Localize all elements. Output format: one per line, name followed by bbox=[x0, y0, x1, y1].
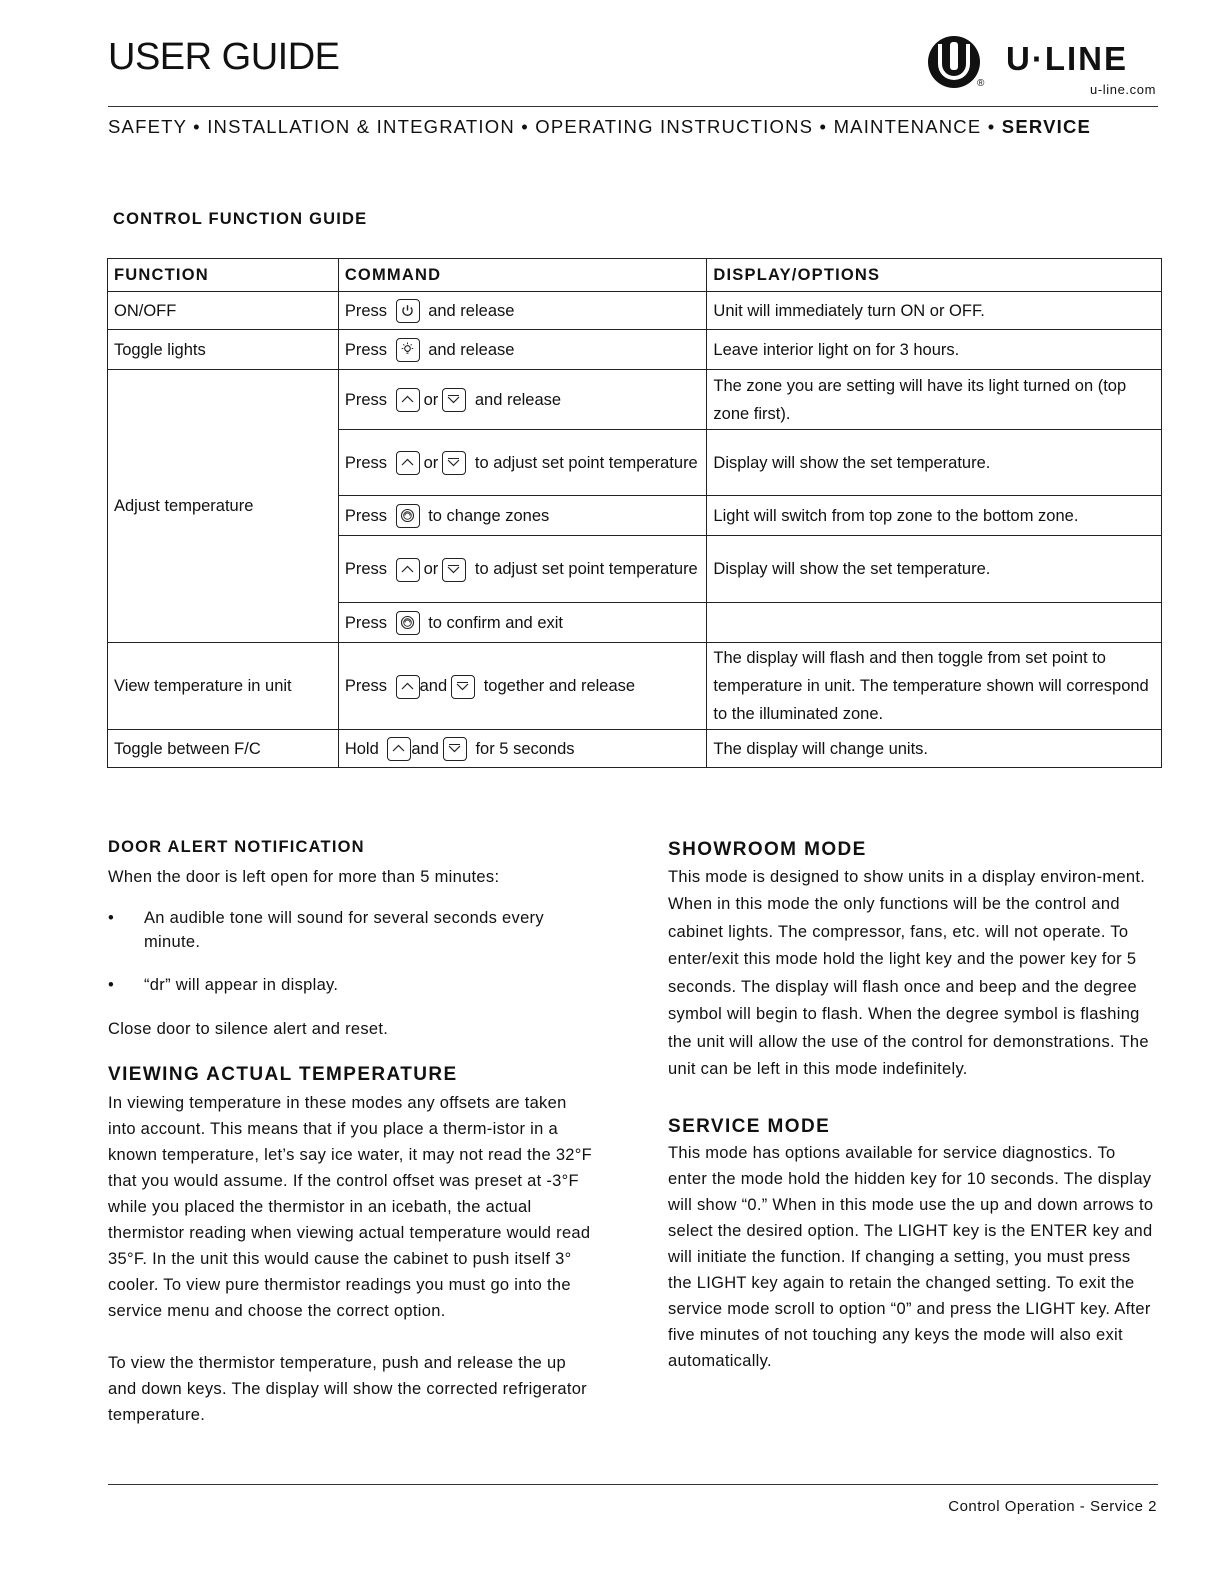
right-column bbox=[668, 836, 1156, 1374]
command-connector: or bbox=[423, 560, 439, 578]
command-text: to confirm and exit bbox=[428, 613, 563, 632]
door-alert-title: DOOR ALERT NOTIFICATION bbox=[108, 838, 365, 856]
display-cell: Display will show the set temperature. bbox=[707, 536, 1162, 603]
command-connector: and bbox=[411, 739, 439, 758]
command-text: for 5 seconds bbox=[475, 739, 575, 758]
nav-item-installation[interactable]: INSTALLATION & INTEGRATION bbox=[207, 116, 515, 137]
command-connector: and bbox=[419, 677, 448, 695]
down-arrow-icon bbox=[442, 558, 466, 582]
function-cell: View temperature in unit bbox=[108, 643, 339, 730]
function-cell: Adjust temperature bbox=[108, 370, 339, 643]
table-row bbox=[108, 370, 1162, 430]
command-verb: Press bbox=[344, 390, 387, 409]
display-cell: The display will change units. bbox=[707, 730, 1162, 768]
display-cell: The zone you are setting will have its light turned on (top zone first). bbox=[707, 370, 1162, 430]
header-display: DISPLAY/OPTIONS bbox=[707, 259, 1162, 292]
display-cell bbox=[707, 603, 1162, 643]
nav-separator: • bbox=[987, 116, 996, 137]
viewing-actual-para1: In viewing temperature in these modes any offsets are taken into account. This means that if you place a therm-istor in a known temperature, let’s say ice water, it may not read the 32°F that you would assume. If the control offset was preset at -3°F while you placed the thermistor in an icebath, the actual thermistor reading when viewing actual temperature would read 35°F. In the unit this would cause the cabinet to push itself 3° cooler. To view pure thermistor readings you must go into the service menu and choose the correct option. bbox=[108, 1094, 593, 1320]
display-cell: Unit will immediately turn ON or OFF. bbox=[707, 292, 1162, 330]
website-url: u-line.com bbox=[1090, 82, 1156, 97]
nav-item-safety[interactable]: SAFETY bbox=[108, 116, 187, 137]
nav-separator: • bbox=[819, 116, 828, 137]
brand-name: U·LINE bbox=[1006, 40, 1128, 77]
nav-separator: • bbox=[521, 116, 529, 137]
command-cell bbox=[338, 603, 707, 643]
up-arrow-icon bbox=[396, 558, 420, 582]
command-cell bbox=[338, 536, 707, 603]
function-cell: Toggle between F/C bbox=[108, 730, 339, 768]
command-cell bbox=[338, 643, 707, 730]
display-cell: Display will show the set temperature. bbox=[707, 430, 1162, 496]
header-command: COMMAND bbox=[338, 259, 707, 292]
list-item bbox=[108, 906, 598, 954]
up-arrow-icon bbox=[387, 737, 411, 761]
command-connector: or bbox=[423, 453, 439, 472]
light-icon bbox=[396, 338, 420, 362]
command-text: together and release bbox=[483, 677, 636, 695]
command-verb: Press bbox=[344, 340, 387, 359]
command-cell bbox=[338, 292, 707, 330]
command-verb: Press bbox=[344, 677, 387, 695]
bullet-dot: • bbox=[108, 976, 115, 994]
up-arrow-icon bbox=[396, 451, 420, 475]
bullet-dot: • bbox=[108, 909, 115, 927]
table-row bbox=[108, 330, 1162, 370]
command-verb: Press bbox=[344, 453, 387, 472]
display-cell: Light will switch from top zone to the bottom zone. bbox=[707, 496, 1162, 536]
function-cell: ON/OFF bbox=[108, 292, 339, 330]
display-cell: The display will flash and then toggle from set point to temperature in unit. The temperature shown will correspond to the illuminated zone. bbox=[707, 643, 1162, 730]
table-header-row bbox=[108, 259, 1162, 292]
zone-icon bbox=[396, 611, 420, 635]
down-arrow-icon bbox=[442, 451, 466, 475]
command-text: to adjust set point temperature bbox=[474, 453, 698, 472]
command-text: to change zones bbox=[428, 506, 550, 525]
display-cell: Leave interior light on for 3 hours. bbox=[707, 330, 1162, 370]
registered-mark: ® bbox=[977, 78, 985, 89]
footer-rule bbox=[108, 1484, 1158, 1485]
table-row bbox=[108, 730, 1162, 768]
section-nav bbox=[108, 116, 1091, 138]
bullet-text: “dr” will appear in display. bbox=[144, 976, 339, 994]
nav-item-maintenance[interactable]: MAINTENANCE bbox=[833, 116, 982, 137]
showroom-text: This mode is designed to show units in a display environ-ment. When in this mode the only functions will be the control and cabinet lights. The compressor, fans, etc. will not operate. To enter/exit this mode hold the light key and the power key for 5 seconds. The display will flash once and beep and the degree symbol will begin to flash. When the degree symbol is flashing the unit will allow the use of the control for demonstrations. The unit can be left in this mode indefinitely. bbox=[668, 867, 1149, 1078]
command-verb: Press bbox=[344, 506, 387, 525]
down-arrow-icon bbox=[442, 388, 466, 412]
nav-separator: • bbox=[193, 116, 201, 137]
up-arrow-icon bbox=[396, 675, 420, 699]
up-arrow-icon bbox=[396, 388, 420, 412]
viewing-actual-title: VIEWING ACTUAL TEMPERATURE bbox=[108, 1064, 458, 1085]
viewing-actual-para2: To view the thermistor temperature, push and release the up and down keys. The display will show the corrected refrigerator temperature. bbox=[108, 1354, 587, 1424]
command-verb: Press bbox=[344, 613, 387, 632]
command-cell bbox=[338, 330, 707, 370]
u-line-logo-icon bbox=[928, 36, 980, 88]
control-guide-title: CONTROL FUNCTION GUIDE bbox=[113, 210, 368, 228]
brand-logo bbox=[928, 36, 1168, 98]
header-rule bbox=[108, 106, 1158, 107]
command-cell bbox=[338, 370, 707, 430]
function-cell: Toggle lights bbox=[108, 330, 339, 370]
nav-item-service[interactable]: SERVICE bbox=[1001, 116, 1092, 137]
nav-item-operating[interactable]: OPERATING INSTRUCTIONS bbox=[535, 116, 814, 137]
command-verb: Press bbox=[344, 560, 387, 578]
down-arrow-icon bbox=[443, 737, 467, 761]
table-row bbox=[108, 292, 1162, 330]
page-title: USER GUIDE bbox=[108, 36, 340, 78]
table-row bbox=[108, 643, 1162, 730]
command-text: and release bbox=[428, 301, 515, 320]
command-text: to adjust set point temperature bbox=[474, 560, 698, 578]
service-mode-text: This mode has options available for service diagnostics. To enter the mode hold the hidden key for 10 seconds. The display will show “0.” When in this mode use the up and down arrows to select the desired option. The LIGHT key is the ENTER key and will initiate the function. If changing a setting, you must press the LIGHT key again to retain the changed setting. To exit the service mode scroll to option “0” and press the LIGHT key. After five minutes of not touching any keys the mode will also exit automatically. bbox=[668, 1143, 1154, 1370]
bullet-text: An audible tone will sound for several seconds every minute. bbox=[144, 909, 544, 951]
door-alert-outro: Close door to silence alert and reset. bbox=[108, 1020, 389, 1038]
service-mode-title: SERVICE MODE bbox=[668, 1115, 831, 1137]
command-cell bbox=[338, 730, 707, 768]
zone-icon bbox=[396, 504, 420, 528]
control-function-table bbox=[107, 258, 1162, 768]
left-column bbox=[108, 834, 598, 1428]
command-text: and release bbox=[428, 340, 515, 359]
header-function: FUNCTION bbox=[108, 259, 339, 292]
door-alert-intro: When the door is left open for more than 5 minutes: bbox=[108, 868, 500, 886]
command-verb: Press bbox=[344, 301, 387, 320]
command-verb: Hold bbox=[344, 739, 379, 758]
command-text: and release bbox=[474, 390, 562, 409]
showroom-title: SHOWROOM MODE bbox=[668, 839, 867, 860]
power-icon bbox=[396, 299, 420, 323]
command-connector: or bbox=[423, 390, 439, 409]
command-cell bbox=[338, 496, 707, 536]
down-arrow-icon bbox=[451, 675, 475, 699]
command-cell bbox=[338, 430, 707, 496]
page-footer: Control Operation - Service 2 bbox=[948, 1498, 1157, 1515]
list-item bbox=[108, 972, 598, 998]
